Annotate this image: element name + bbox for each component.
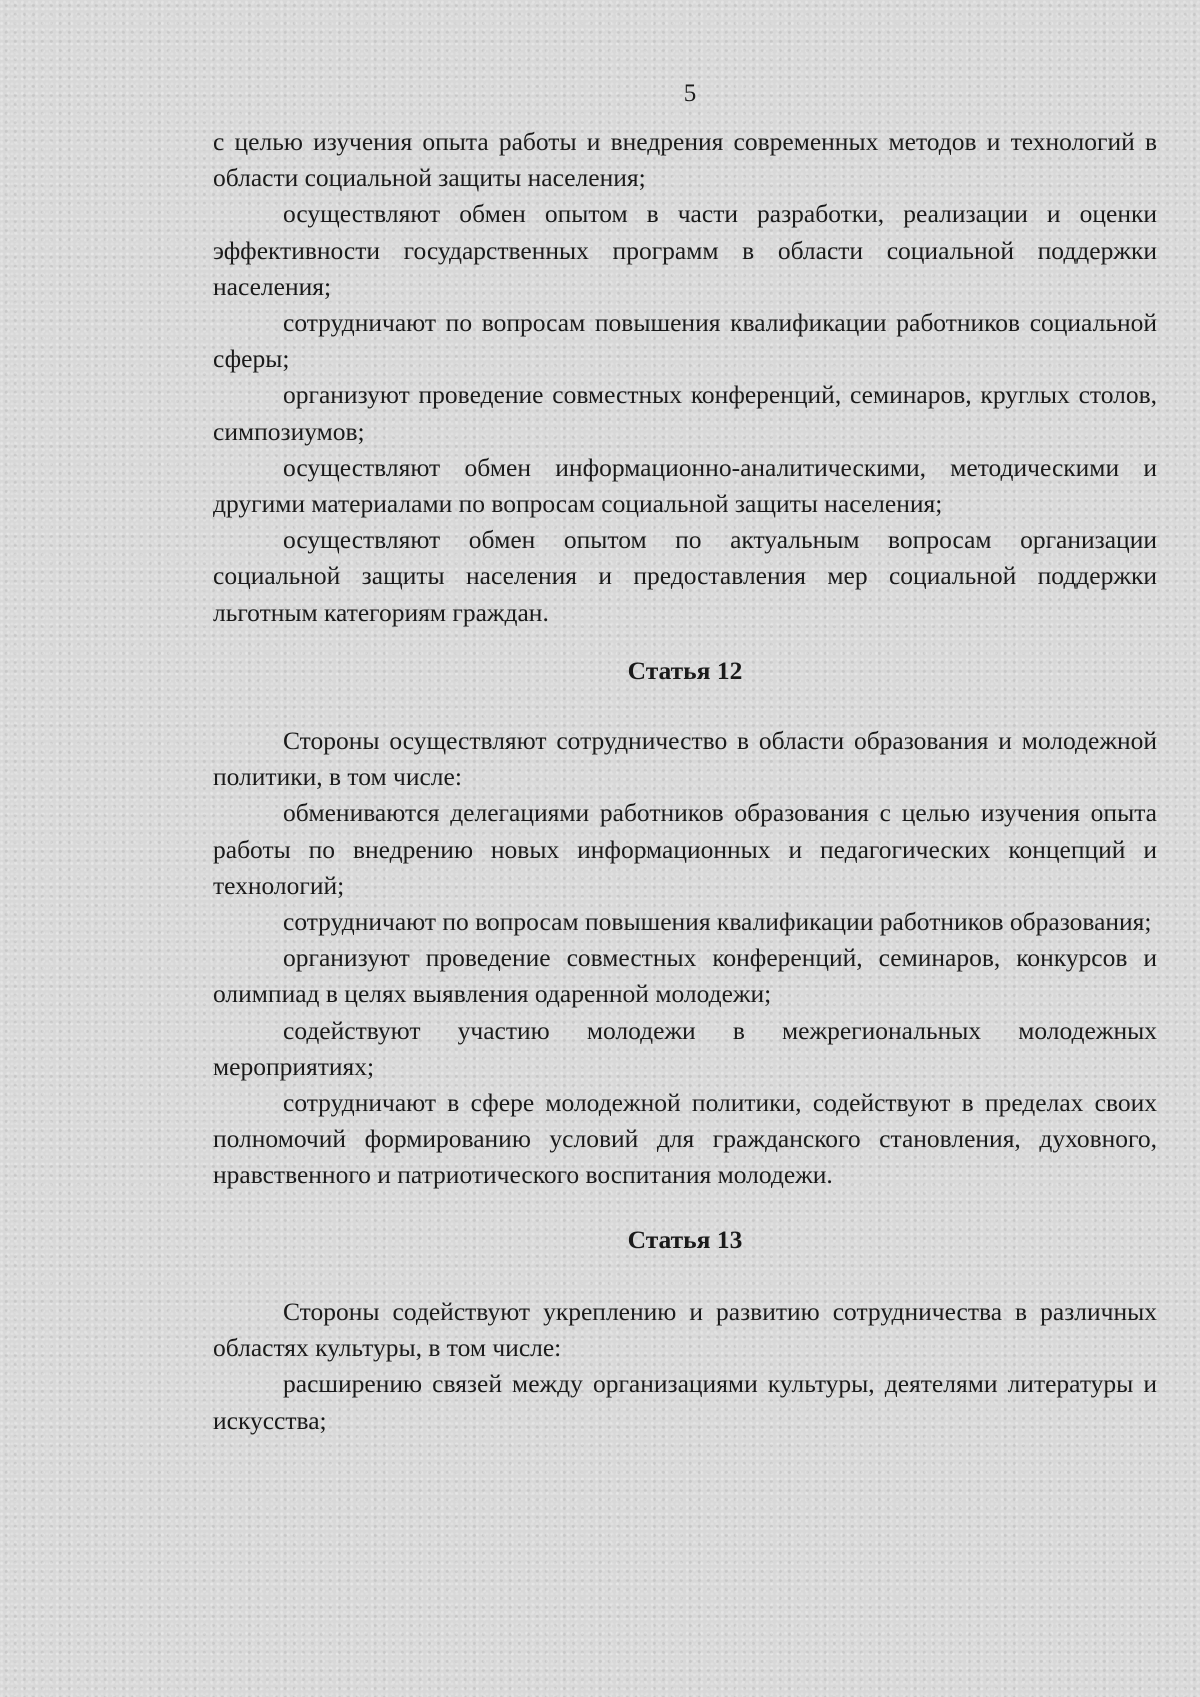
- article-12-heading: Статья 12: [627, 655, 743, 685]
- paragraph: сотрудничают в сфере молодежной политики, содействуют в пределах своих полномочий формированию условий для гражданского становления, духовного, нравственного и патриотического воспитания молодежи.: [213, 1088, 1157, 1190]
- paragraph: обмениваются делегациями работников образования с целью изучения опыта работы по внедрению новых информационных и педагогических концепций и технологий;: [213, 798, 1157, 900]
- paragraph: с целью изучения опыта работы и внедрения современных методов и технологий в области социальной защиты населения;: [213, 127, 1157, 193]
- paragraph: организуют проведение совместных конференций, семинаров, круглых столов, симпозиумов;: [213, 380, 1157, 446]
- paragraph: осуществляют обмен опытом в части разработки, реализации и оценки эффективности государственных программ в области социальной поддержки населения;: [213, 199, 1157, 301]
- article-13-heading: Статья 13: [627, 1224, 743, 1254]
- paragraph: расширению связей между организациями культуры, деятелями литературы и искусства;: [213, 1369, 1157, 1435]
- paragraph: Стороны осуществляют сотрудничество в области образования и молодежной политики, в том числе:: [213, 726, 1157, 792]
- paragraph: Стороны содействуют укреплению и развитию сотрудничества в различных областях культуры, в том числе:: [213, 1296, 1157, 1363]
- paragraph: организуют проведение совместных конференций, семинаров, конкурсов и олимпиад в целях выявления одаренной молодежи;: [213, 943, 1157, 1009]
- document-body: [213, 124, 1157, 1439]
- paragraph: сотрудничают по вопросам повышения квалификации работников образования;: [283, 907, 1152, 937]
- paragraph: содействуют участию молодежи в межрегиональных молодежных мероприятиях;: [213, 1015, 1157, 1081]
- paragraph: осуществляют обмен опытом по актуальным вопросам организации социальной защиты населения и предоставления мер социальной поддержки льготным категориям граждан.: [213, 525, 1157, 627]
- paragraph: осуществляют обмен информационно-аналитическими, методическими и другими материалами по вопросам социальной защиты населения;: [213, 452, 1157, 519]
- page-number: 5: [683, 80, 697, 107]
- paragraph: сотрудничают по вопросам повышения квалификации работников социальной сферы;: [213, 308, 1157, 374]
